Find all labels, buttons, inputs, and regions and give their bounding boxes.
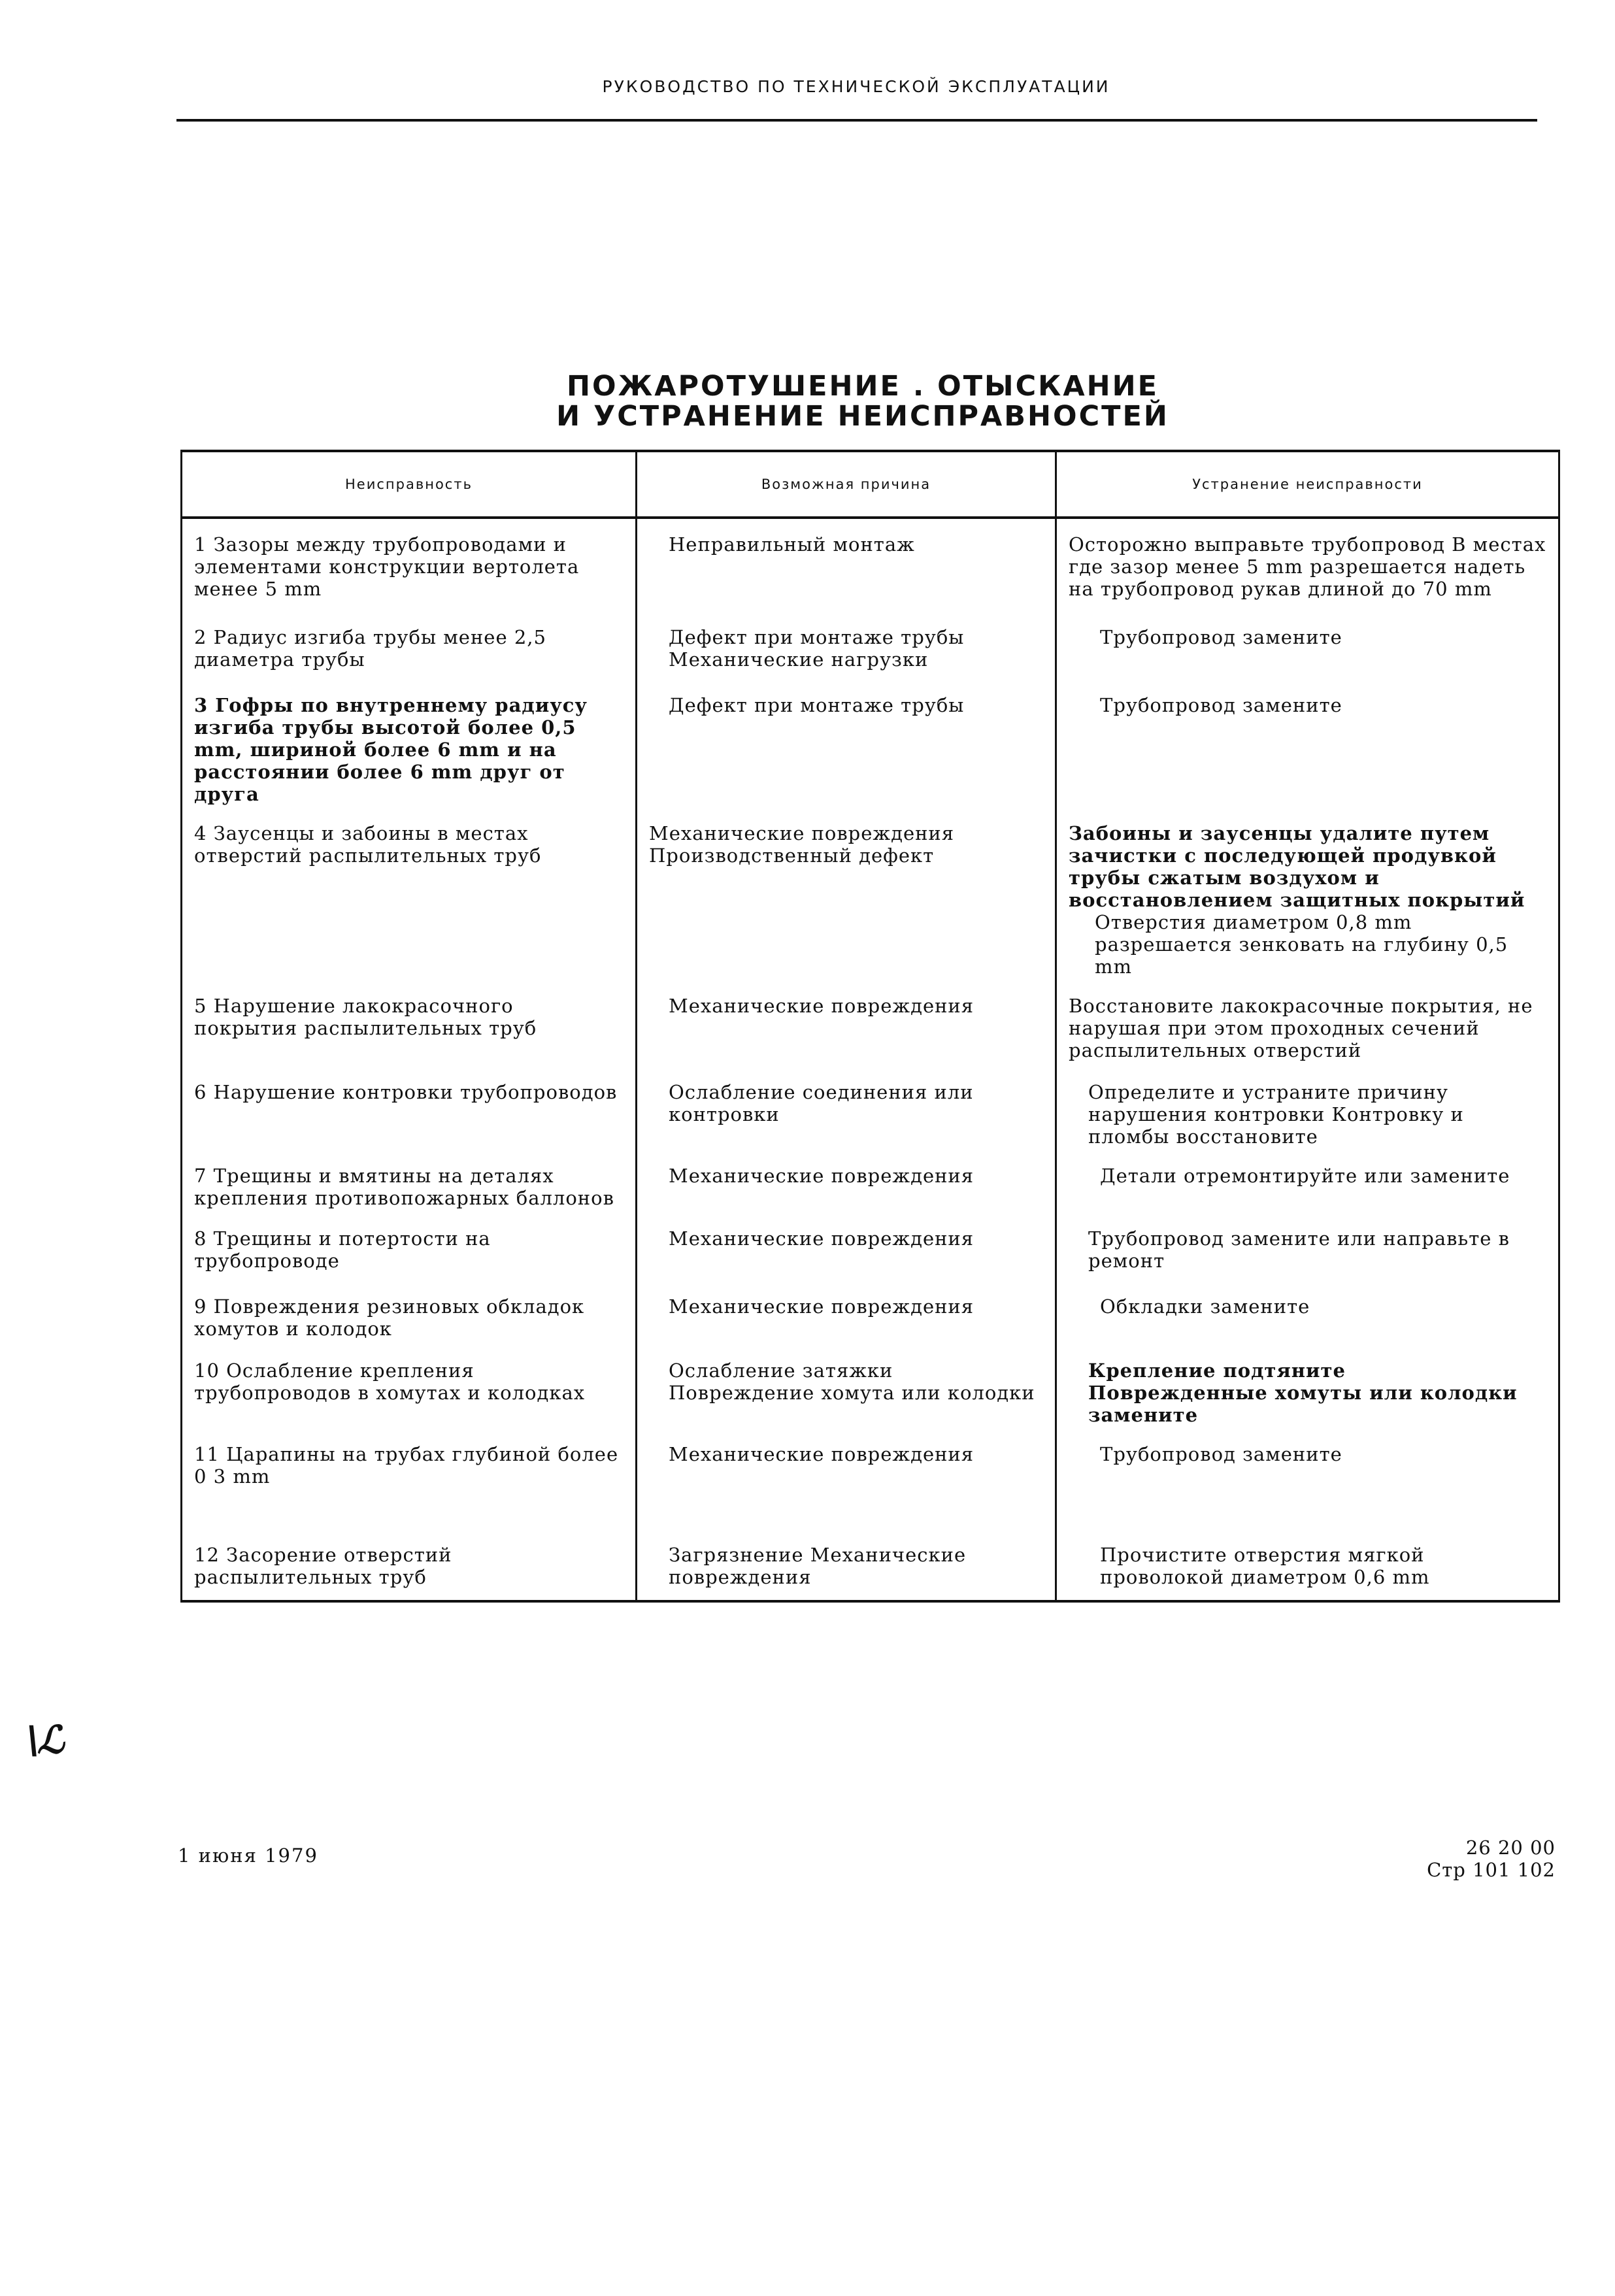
fix-text: Трубопровод замените [1100,1443,1342,1465]
fix-text: Крепление подтяните [1088,1359,1346,1382]
fix-cell [1056,621,1559,689]
fix-cell [1056,1438,1559,1528]
table-row [182,1438,1559,1528]
table-row [182,689,1559,817]
table-row [182,817,1559,990]
page-title [0,371,1615,431]
fault-cell: 10 Ослабление крепления трубопроводов в хомутах и колодках [182,1354,637,1438]
fix-text: Осторожно выправьте трубопровод В местах где зазор менее 5 mm разрешается надеть на трубопровод рукав длиной до 70 mm [1069,533,1546,600]
fault-cell: 4 Заусенцы и забоины в местах отверстий распылительных труб [182,817,637,990]
issue-date: 1 июня 1979 [178,1844,318,1867]
cause-cell: Механические повреждения Производственный дефект [637,817,1056,990]
fault-cell: 2 Радиус изгиба трубы менее 2,5 диаметра трубы [182,621,637,689]
fix-text: Трубопровод замените [1100,694,1342,716]
fix-text: Трубопровод замените [1100,626,1342,648]
chapter-number: 26 20 00 [1465,1837,1556,1859]
table-row [182,1528,1559,1601]
fix-text: Обкладки замените [1100,1295,1310,1318]
cause-cell: Механические повреждения [637,1222,1056,1290]
fix-text: Детали отремонтируйте или замените [1100,1165,1510,1187]
cause-cell: Загрязнение Механические повреждения [637,1528,1056,1601]
table-row [182,1222,1559,1290]
fault-cell: 12 Засорение отверстий распылительных труб [182,1528,637,1601]
cause-cell: Неправильный монтаж [637,518,1056,621]
fix-cell [1056,1354,1559,1438]
cause-cell: Механические повреждения [637,1438,1056,1528]
fix-cell [1056,817,1559,990]
table-row [182,518,1559,621]
fix-text: Прочистите отверстия мягкой проволокой диаметром 0,6 mm [1100,1544,1430,1588]
header-rule [176,119,1537,122]
table-header-row [182,451,1559,518]
fault-cell: 3 Гофры по внутреннему радиусу изгиба трубы высотой более 0,5 mm, шириной более 6 mm и на расстоянии более 6 mm друг от друга [182,689,637,817]
table-row [182,1076,1559,1159]
table-row [182,990,1559,1076]
fault-cell: 5 Нарушение лакокрасочного покрытия распылительных труб [182,990,637,1076]
table-row [182,1290,1559,1354]
fix-cell [1056,689,1559,817]
fix-cell [1056,518,1559,621]
cause-cell: Дефект при монтаже трубы [637,689,1056,817]
fix-cell [1056,1159,1559,1222]
fault-cell: 9 Повреждения резиновых обкладок хомутов и колодок [182,1290,637,1354]
fix-text: Забоины и заусенцы удалите путем зачистки с последующей продувкой трубы сжатым воздухом и восстановлением защитных покрытий [1069,822,1525,911]
cause-cell: Механические повреждения [637,1159,1056,1222]
fix-cell [1056,1222,1559,1290]
troubleshooting-table [180,450,1560,1603]
page-number: Стр 101 102 [1427,1859,1556,1881]
header-fix: Устранение неисправности [1056,451,1559,518]
header-fault: Неисправность [182,451,637,518]
fix-cell [1056,1290,1559,1354]
fix-text-extra: Поврежденные хомуты или колодки замените [1088,1382,1518,1426]
table-row [182,621,1559,689]
table-row [182,1354,1559,1438]
cause-cell: Ослабление затяжки Повреждение хомута или колодки [637,1354,1056,1438]
title-line-2: И УСТРАНЕНИЕ НЕИСПРАВНОСТЕЙ [556,400,1169,433]
signature-mark: \ℒ [21,1718,73,1762]
fix-text: Восстановите лакокрасочные покрытия, не нарушая при этом проходных сечений распылительных отверстий [1069,995,1533,1061]
fault-cell: 8 Трещины и потертости на трубопроводе [182,1222,637,1290]
fix-text: Определите и устраните причину нарушения контровки Контровку и пломбы восстановите [1088,1081,1464,1148]
fix-text: Трубопровод замените или направьте в ремонт [1088,1227,1510,1272]
fix-cell [1056,1076,1559,1159]
table-row [182,1159,1559,1222]
fault-cell: 11 Царапины на трубах глубиной более 0 3 mm [182,1438,637,1528]
cause-cell: Механические повреждения [637,1290,1056,1354]
title-line-1: ПОЖАРОТУШЕНИЕ . ОТЫСКАНИЕ [567,370,1159,403]
fault-cell: 6 Нарушение контровки трубопроводов [182,1076,637,1159]
cause-cell: Дефект при монтаже трубы Механические нагрузки [637,621,1056,689]
fix-cell [1056,1528,1559,1601]
fault-cell: 7 Трещины и вмятины на деталях крепления противопожарных баллонов [182,1159,637,1222]
cause-cell: Механические повреждения [637,990,1056,1076]
cause-cell: Ослабление соединения или контровки [637,1076,1056,1159]
fault-cell: 1 Зазоры между трубопроводами и элементами конструкции вертолета менее 5 mm [182,518,637,621]
fix-cell [1056,990,1559,1076]
fix-text-extra: Отверстия диаметром 0,8 mm разрешается зенковать на глубину 0,5 mm [1095,911,1508,978]
header-cause: Возможная причина [637,451,1056,518]
running-header: РУКОВОДСТВО ПО ТЕХНИЧЕСКОЙ ЭКСПЛУАТАЦИИ [602,77,1110,96]
document-reference [1412,1837,1556,1881]
